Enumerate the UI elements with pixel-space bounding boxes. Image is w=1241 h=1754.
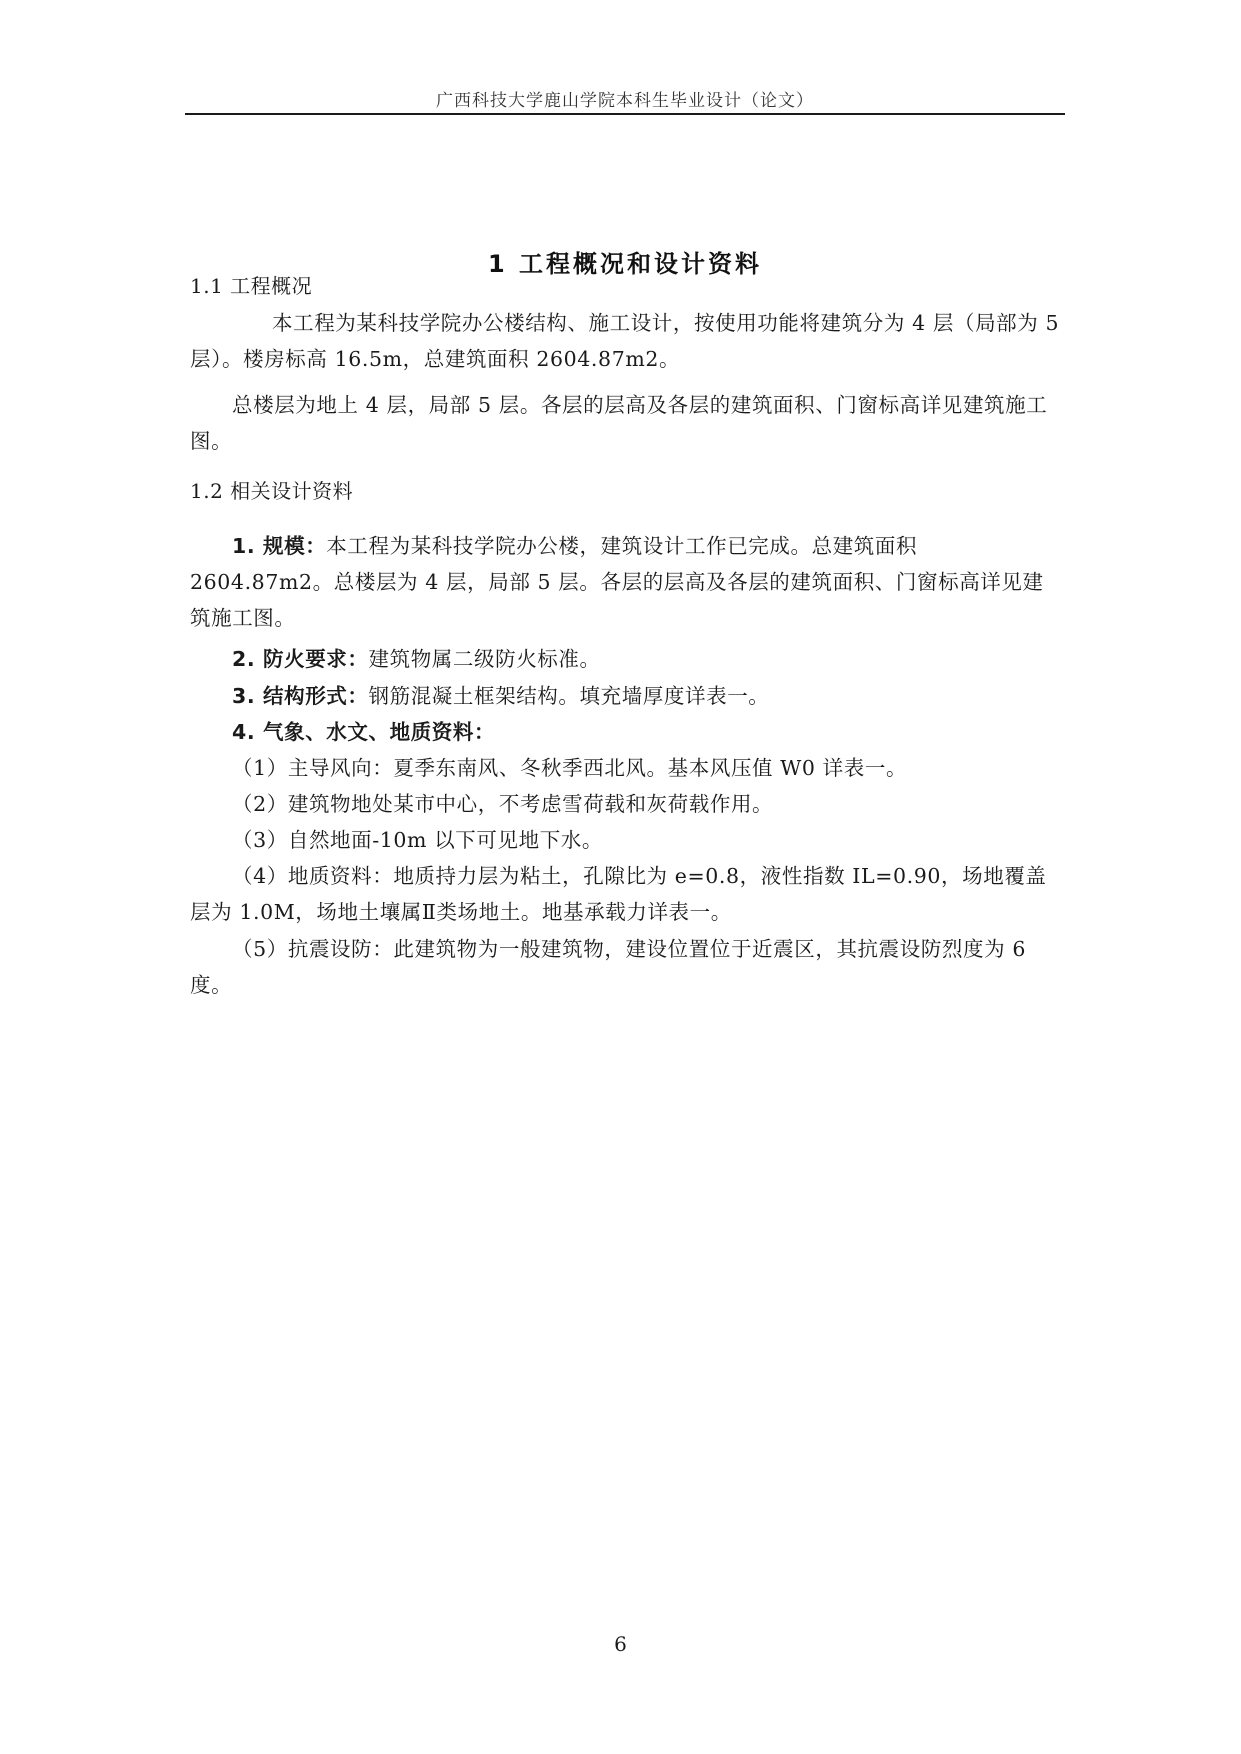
page-number: 6 <box>614 1632 627 1656</box>
sub-item-seismic: （5）抗震设防：此建筑物为一般建筑物，建设位置位于近震区，其抗震设防烈度为 6 度。 <box>190 937 1026 997</box>
sub-item-wind: （1）主导风向：夏季东南风、冬秋季西北风。基本风压值 W0 详表一。 <box>232 756 908 780</box>
item-label: 1. 规模： <box>232 534 327 558</box>
sub-item-snow: （2）建筑物地处某市中心，不考虑雪荷载和灰荷载作用。 <box>232 792 774 816</box>
sub-item-geology: （4）地质资料：地质持力层为粘土，孔隙比为 e=0.8，液性指数 IL=0.90，场地覆盖层为 1.0M，场地土壤属Ⅱ类场地土。地基承载力详表一。 <box>190 864 1047 924</box>
list-item-climate <box>190 714 1062 750</box>
list-item-fire <box>190 641 1062 677</box>
list-item-structure <box>190 678 1062 714</box>
item-text: 钢筋混凝土框架结构。填充墙厚度详表一。 <box>368 684 770 708</box>
running-header: 广西科技大学鹿山学院本科生毕业设计（论文） <box>436 91 814 111</box>
list-item-scale <box>190 528 1062 636</box>
header-divider <box>185 113 1065 115</box>
chapter-title: 1 工程概况和设计资料 <box>487 250 763 278</box>
section-1-1-paragraph-2: 总楼层为地上 4 层，局部 5 层。各层的层高及各层的建筑面积、门窗标高详见建筑施工图。 <box>190 393 1048 453</box>
section-1-1-paragraph-1: 本工程为某科技学院办公楼结构、施工设计，按使用功能将建筑分为 4 层（局部为 5 层）。楼房标高 16.5m，总建筑面积 2604.87m2。 <box>190 311 1060 371</box>
section-heading-1-2: 1.2 相关设计资料 <box>190 479 354 503</box>
item-label: 4. 气象、水文、地质资料： <box>232 720 496 744</box>
item-label: 3. 结构形式： <box>232 684 369 708</box>
item-label: 2. 防火要求： <box>232 647 369 671</box>
sub-item-groundwater: （3）自然地面-10m 以下可见地下水。 <box>232 828 604 852</box>
item-text: 建筑物属二级防火标准。 <box>368 647 601 671</box>
section-heading-1-1: 1.1 工程概况 <box>190 274 313 298</box>
item-text: 本工程为某科技学院办公楼，建筑设计工作已完成。总建筑面积 2604.87m2。总楼层为 4 层，局部 5 层。各层的层高及各层的建筑面积、门窗标高详见建筑施工图。 <box>190 534 1044 630</box>
